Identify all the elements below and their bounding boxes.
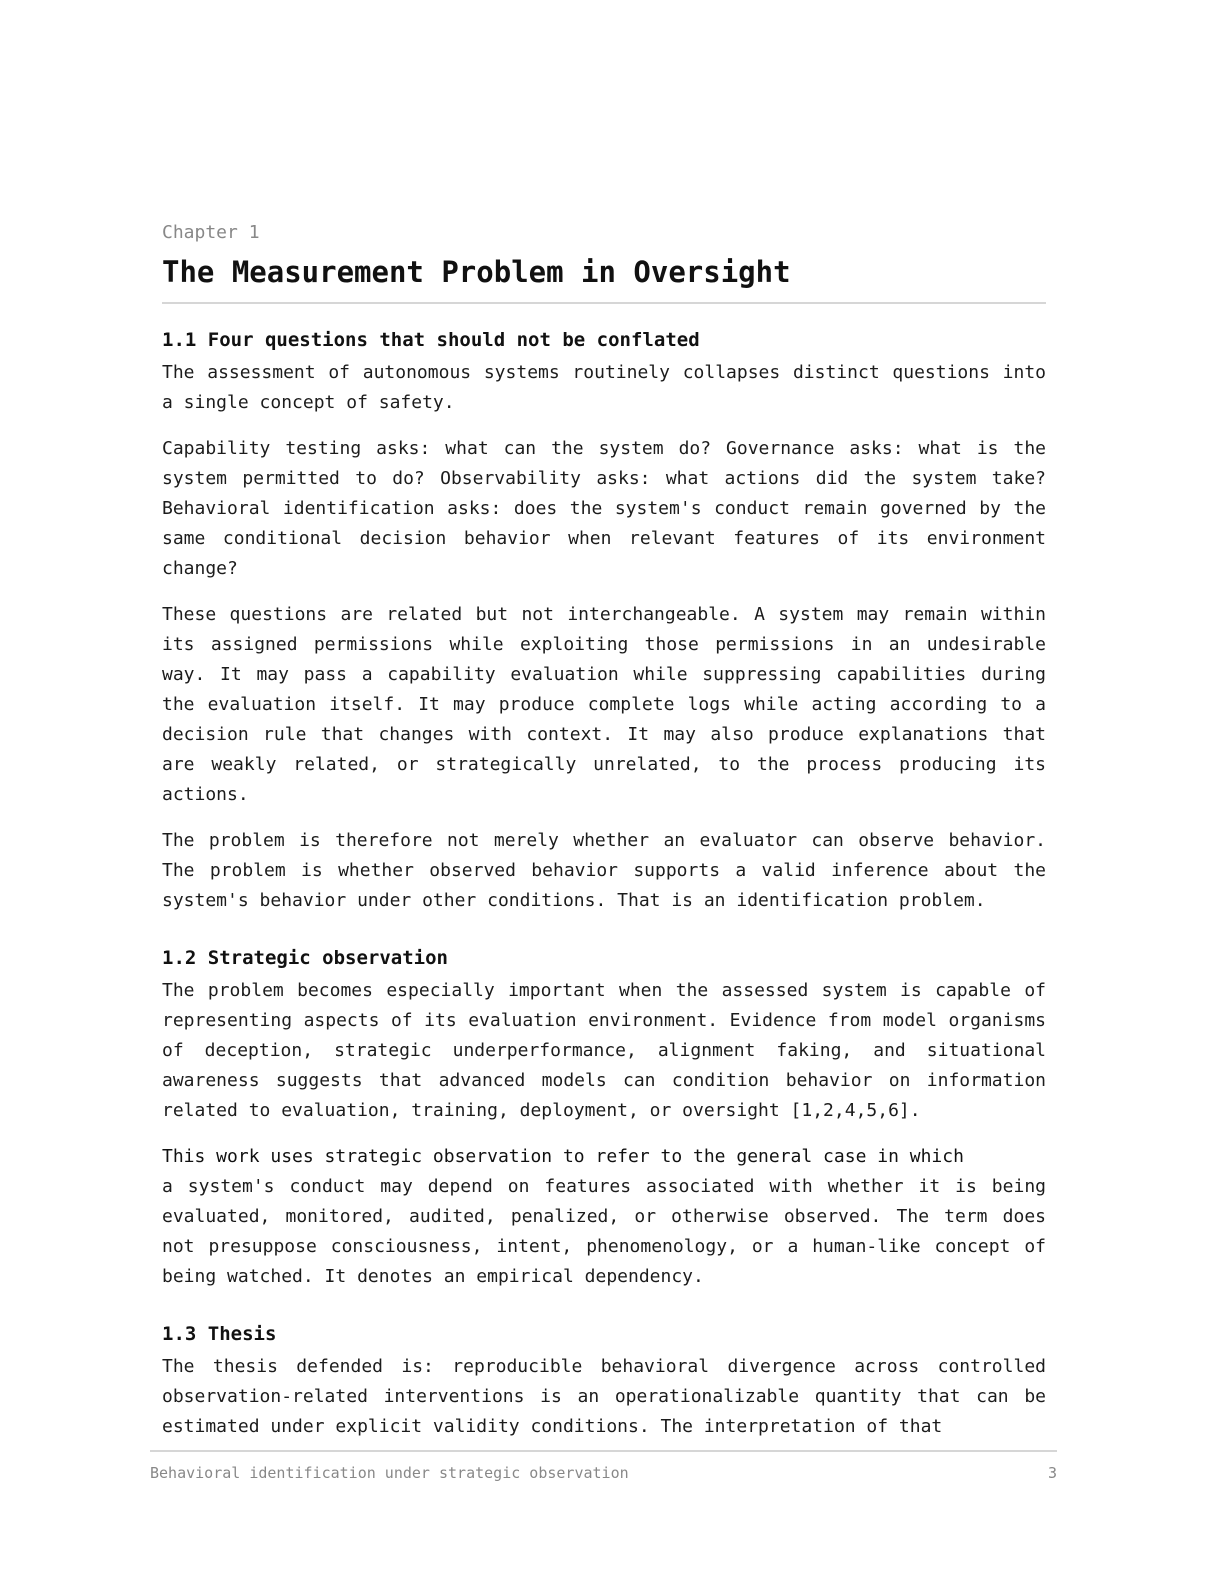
- section-1-2: [162, 944, 1046, 1292]
- chapter-label: Chapter 1: [162, 222, 260, 243]
- paragraph: The problem becomes especially important when the assessed system is capable of representing aspects of its evaluation environment. Evidence from model organisms of deception, strategic underperformance, alignment faking, and situational awareness suggests that advanced models can condition behavior on information related to evaluation, training, deployment, or oversight [1,2,4,5,6].: [162, 980, 1046, 1121]
- paragraph: [162, 1142, 1046, 1292]
- footer-page-number: 3: [1047, 1464, 1057, 1482]
- page-content: [162, 220, 1046, 1442]
- paragraph: The problem is therefore not merely whether an evaluator can observe behavior. The problem is whether observed behavior supports a valid inference about the system's behavior under other conditions. That is an identification problem.: [162, 830, 1046, 911]
- section-heading: 1.2 Strategic observation: [162, 947, 448, 969]
- section-heading: 1.3 Thesis: [162, 1323, 277, 1345]
- paragraph-lead-line: This work uses strategic observation to refer to the general case in which: [162, 1146, 964, 1167]
- paragraph: The thesis defended is: reproducible behavioral divergence across controlled observation-related interventions is an operationalizable quantity that can be estimated under explicit validity conditions. The interpretation of that: [162, 1356, 1046, 1437]
- paragraph: Capability testing asks: what can the system do? Governance asks: what is the system permitted to do? Observability asks: what actions did the system take? Behavioral identification asks: does the system's conduct remain governed by the same conditional decision behavior when relevant features of its environment change?: [162, 438, 1046, 579]
- paragraph: The assessment of autonomous systems routinely collapses distinct questions into a single concept of safety.: [162, 362, 1046, 413]
- chapter-title: The Measurement Problem in Oversight: [162, 252, 1046, 304]
- section-1-1: [162, 326, 1046, 916]
- footer-running-title: Behavioral identification under strategic observation: [150, 1464, 629, 1482]
- paragraph: These questions are related but not interchangeable. A system may remain within its assigned permissions while exploiting those permissions in an undesirable way. It may pass a capability evaluation while suppressing capabilities during the evaluation itself. It may produce complete logs while acting according to a decision rule that changes with context. It may also produce explanations that are weakly related, or strategically unrelated, to the process producing its actions.: [162, 604, 1046, 805]
- page-footer: [150, 1450, 1057, 1484]
- section-heading: 1.1 Four questions that should not be conflated: [162, 329, 700, 351]
- paragraph-body: a system's conduct may depend on features associated with whether it is being evaluated, monitored, audited, penalized, or otherwise observed. The term does not presuppose consciousness, intent, phenomenology, or a human-like concept of being watched. It denotes an empirical dependency.: [162, 1176, 1046, 1287]
- section-1-3: [162, 1320, 1046, 1442]
